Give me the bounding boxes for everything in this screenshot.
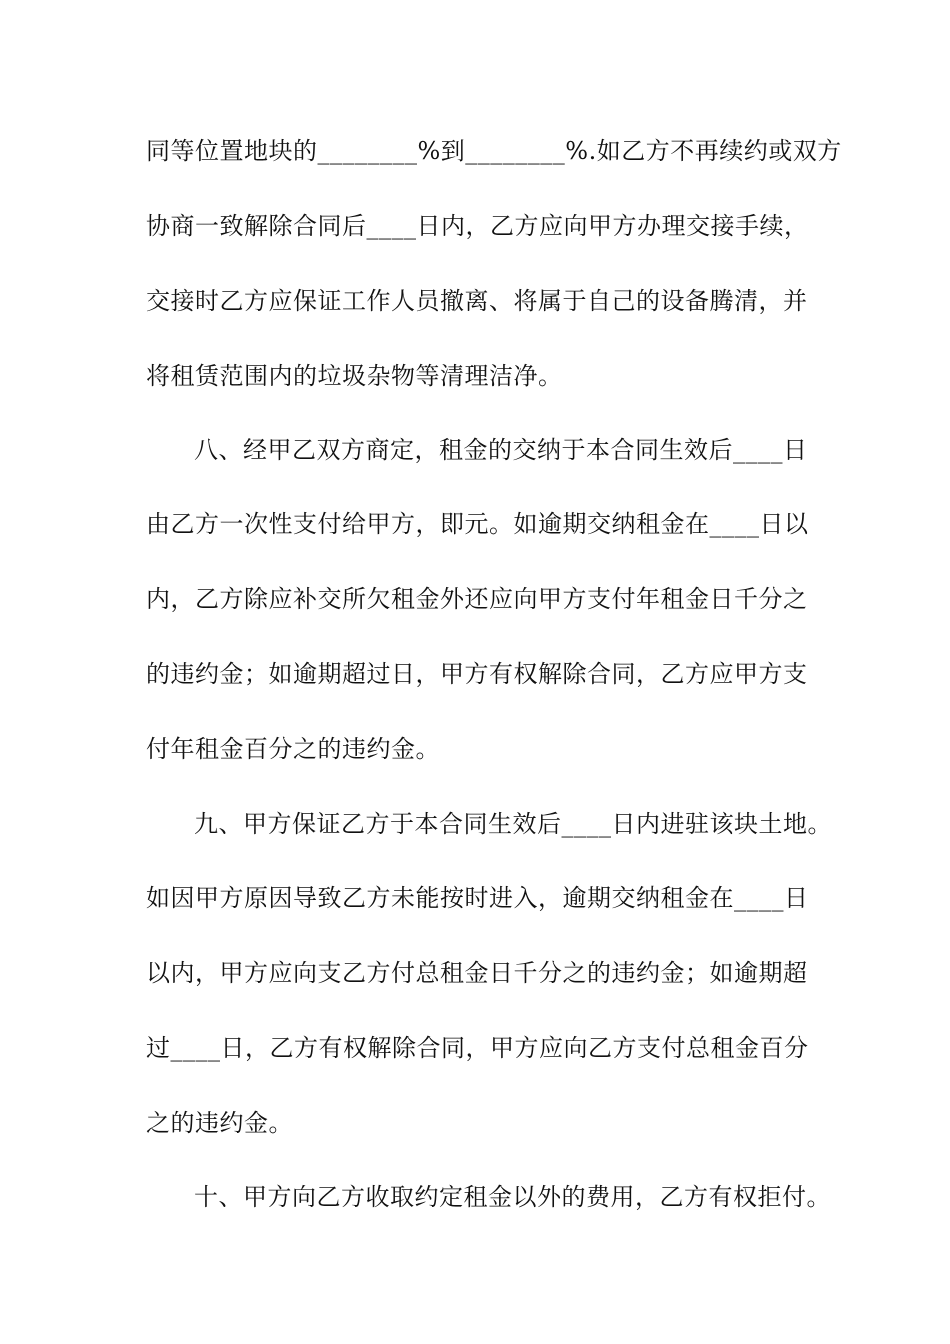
text-line-indented: 十、甲方向乙方收取约定租金以外的费用，乙方有权拒付。 [194,1183,831,1211]
text-line-indented: 八、经甲乙双方商定，租金的交纳于本合同生效后____日 [194,436,808,464]
text-line-indented: 九、甲方保证乙方于本合同生效后____日内进驻该块土地。 [194,810,832,838]
text-line: 将租赁范围内的垃圾杂物等清理洁净。 [146,362,563,390]
text-line: 过____日，乙方有权解除合同，甲方应向乙方支付总租金百分 [146,1034,809,1062]
text-line: 如因甲方原因导致乙方未能按时进入，逾期交纳租金在____日 [146,884,809,912]
text-line: 协商一致解除合同后____日内，乙方应向甲方办理交接手续， [146,212,809,240]
text-line: 的违约金；如逾期超过日，甲方有权解除合同，乙方应甲方支 [146,660,808,688]
text-line: 由乙方一次性支付给甲方，即元。如逾期交纳租金在____日以 [146,510,809,538]
text-line: 交接时乙方应保证工作人员撤离、将属于自己的设备腾清，并 [146,287,808,315]
text-line: 内，乙方除应补交所欠租金外还应向甲方支付年租金日千分之 [146,585,808,613]
text-line: 之的违约金。 [146,1109,293,1137]
text-line: 以内，甲方应向支乙方付总租金日千分之的违约金；如逾期超 [146,959,808,987]
text-line: 付年租金百分之的违约金。 [146,735,440,763]
text-line: 同等位置地块的________%到________%.如乙方不再续约或双方 [146,137,842,165]
